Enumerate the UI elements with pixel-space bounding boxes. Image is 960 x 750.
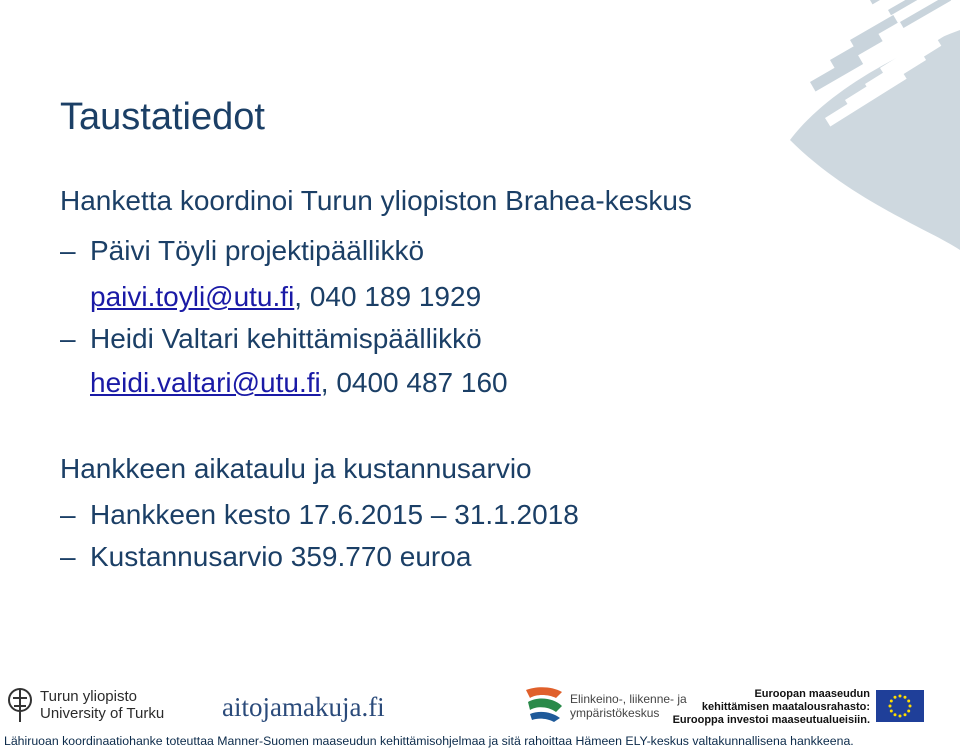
contact-line: [90, 366, 508, 400]
list-item-text: Kustannusarvio 359.770 euroa: [90, 541, 472, 572]
email-link[interactable]: paivi.toyli@utu.fi: [90, 281, 295, 312]
aitojamakuja-logo: aitojamakuja.fi: [222, 692, 385, 722]
section-heading: Hankkeen aikataulu ja kustannusarvio: [60, 453, 532, 484]
ely-emblem-icon: [522, 684, 568, 724]
dash-bullet: –: [60, 499, 76, 530]
footer-funding-note: Lähiruoan koordinaatiohanke toteuttaa Manner-Suomen maaseudun kehittämisohjelmaa ja sitä rahoittaa Hämeen ELY-keskus valtakunnallisena hankkeena.: [0, 733, 960, 750]
utu-logo: [4, 686, 165, 726]
slide-title: Taustatiedot: [60, 96, 265, 138]
logo-row: [0, 682, 960, 730]
list-item-text: Hankkeen kesto 17.6.2015 – 31.1.2018: [90, 499, 579, 530]
ely-name-line2: ympäristökeskus: [570, 706, 660, 720]
eu-flag-icon: [876, 690, 924, 722]
dash-bullet: –: [60, 541, 76, 572]
ely-name-line1: Elinkeino-, liikenne- ja: [570, 692, 687, 706]
utu-logo-text: [40, 688, 164, 722]
phone-text: , 040 189 1929: [294, 281, 482, 312]
eu-fund-line3: Eurooppa investoi maaseutualueisiin.: [672, 714, 870, 726]
eu-fund-text: [673, 688, 870, 727]
phone-text: , 0400 487 160: [320, 367, 508, 398]
contact-line: [90, 280, 481, 314]
ely-logo-text: [570, 692, 687, 720]
decorative-wing-graphic: [730, 0, 960, 250]
dash-bullet: –: [60, 323, 76, 354]
eu-fund-line1: Euroopan maaseudun: [754, 688, 870, 700]
section-heading: Hanketta koordinoi Turun yliopiston Brahea-keskus: [60, 185, 692, 216]
list-item-text: Heidi Valtari kehittämispäällikkö: [90, 323, 482, 354]
dash-bullet: –: [60, 235, 76, 266]
list-item-text: Päivi Töyli projektipäällikkö: [90, 235, 425, 266]
utu-emblem-icon: [4, 686, 36, 726]
email-link[interactable]: heidi.valtari@utu.fi: [90, 367, 321, 398]
eu-fund-line2: kehittämisen maatalousrahasto:: [701, 701, 870, 713]
utu-name-en: University of Turku: [40, 705, 165, 722]
utu-name-fi: Turun yliopisto: [40, 688, 137, 705]
